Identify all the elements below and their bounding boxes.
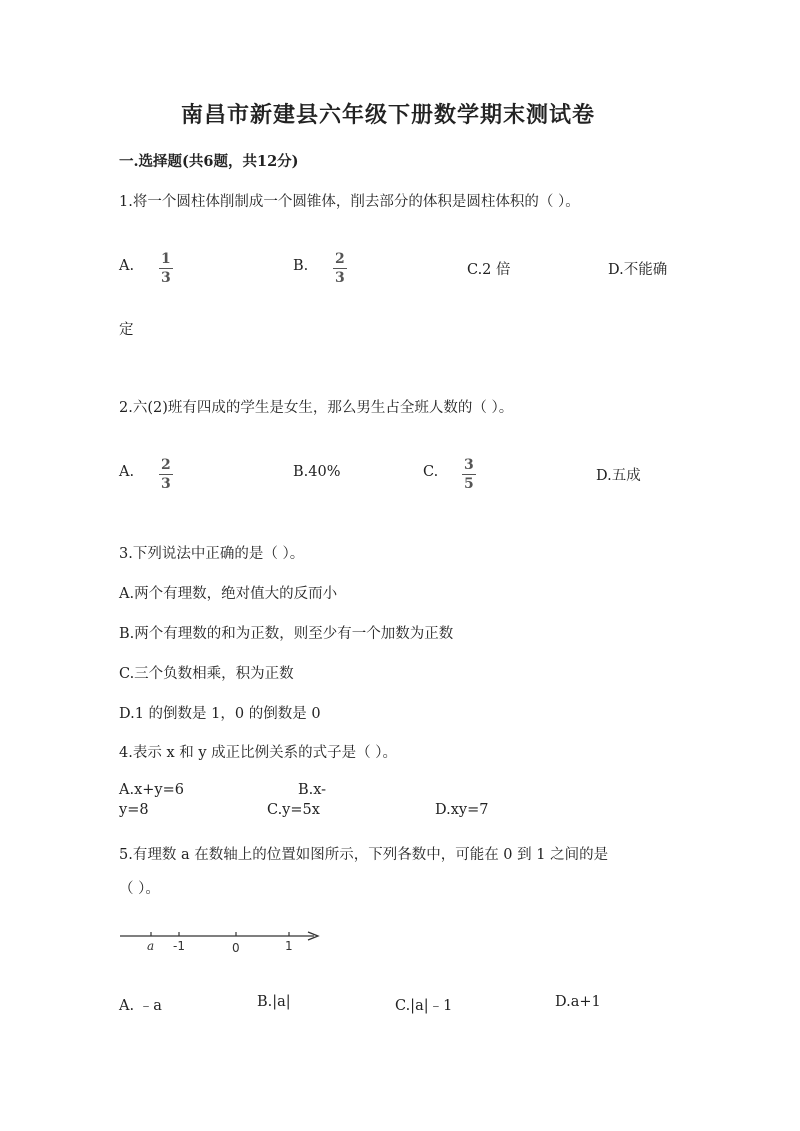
question-4-text: 4.表示 x 和 y 成正比例关系的式子是（ ）。 xyxy=(119,745,397,761)
question-5-text-wrap: （ ）。 xyxy=(119,881,160,897)
q2-option-a-label: A. xyxy=(119,464,135,480)
q5-option-c: C.|a|﹣1 xyxy=(395,998,453,1014)
q1-option-a-fraction xyxy=(159,252,173,286)
q1-option-b-fraction xyxy=(333,252,347,286)
q1-option-b-label: B. xyxy=(293,258,309,274)
q4-option-b-wrap: y=8 xyxy=(119,802,149,818)
fraction-numerator: 1 xyxy=(161,251,171,267)
numline-label-minus-one: -1 xyxy=(173,939,185,953)
q3-option-c: C.三个负数相乘，积为正数 xyxy=(119,666,294,682)
numline-label-a: a xyxy=(147,939,155,953)
q2-option-c-fraction xyxy=(462,458,476,492)
question-2-text: 2.六(2)班有四成的学生是女生，那么男生占全班人数的（ ）。 xyxy=(119,400,514,416)
q1-option-c: C.2 倍 xyxy=(467,262,511,278)
fraction-bar xyxy=(159,268,173,269)
q1-option-d: D.不能确 xyxy=(608,262,668,278)
q2-option-c-label: C. xyxy=(423,464,439,480)
q4-option-c: C.y=5x xyxy=(267,802,320,818)
q2-option-a-fraction xyxy=(159,458,173,492)
q3-option-b: B.两个有理数的和为正数，则至少有一个加数为正数 xyxy=(119,626,454,642)
fraction-bar xyxy=(462,474,476,475)
fraction-bar xyxy=(159,474,173,475)
q3-option-d: D.1 的倒数是 1，0 的倒数是 0 xyxy=(119,706,321,722)
section-heading: 一.选择题(共6题，共12分) xyxy=(119,153,299,170)
q5-option-b: B.|a| xyxy=(257,994,291,1010)
fraction-numerator: 3 xyxy=(464,457,474,473)
fraction-numerator: 2 xyxy=(161,457,171,473)
q3-option-a: A.两个有理数，绝对值大的反而小 xyxy=(119,586,338,602)
q1-option-a-label: A. xyxy=(119,258,135,274)
fraction-numerator: 2 xyxy=(335,251,345,267)
fraction-bar xyxy=(333,268,347,269)
fraction-denominator: 3 xyxy=(161,476,171,492)
question-3-text: 3.下列说法中正确的是（ ）。 xyxy=(119,546,305,562)
fraction-denominator: 5 xyxy=(464,476,474,492)
q2-option-b: B.40% xyxy=(293,464,341,480)
q5-option-a: A. ﹣a xyxy=(119,998,162,1014)
numline-label-one: 1 xyxy=(285,939,293,953)
q4-option-a: A.x+y=6 xyxy=(119,782,184,798)
q4-option-d: D.xy=7 xyxy=(435,802,489,818)
q5-option-d: D.a+1 xyxy=(555,994,601,1010)
q1-option-d-wrap: 定 xyxy=(119,322,134,338)
fraction-denominator: 3 xyxy=(161,270,171,286)
page-title: 南昌市新建县六年级下册数学期末测试卷 xyxy=(181,102,596,128)
question-5-text: 5.有理数 a 在数轴上的位置如图所示，下列各数中，可能在 0 到 1 之间的是 xyxy=(119,847,609,863)
q2-option-d: D.五成 xyxy=(596,468,641,484)
numline-label-zero: 0 xyxy=(232,941,240,955)
question-1-text: 1.将一个圆柱体削制成一个圆锥体，削去部分的体积是圆柱体积的（ ）。 xyxy=(119,194,580,210)
fraction-denominator: 3 xyxy=(335,270,345,286)
q4-option-b: B.x- xyxy=(298,782,327,798)
